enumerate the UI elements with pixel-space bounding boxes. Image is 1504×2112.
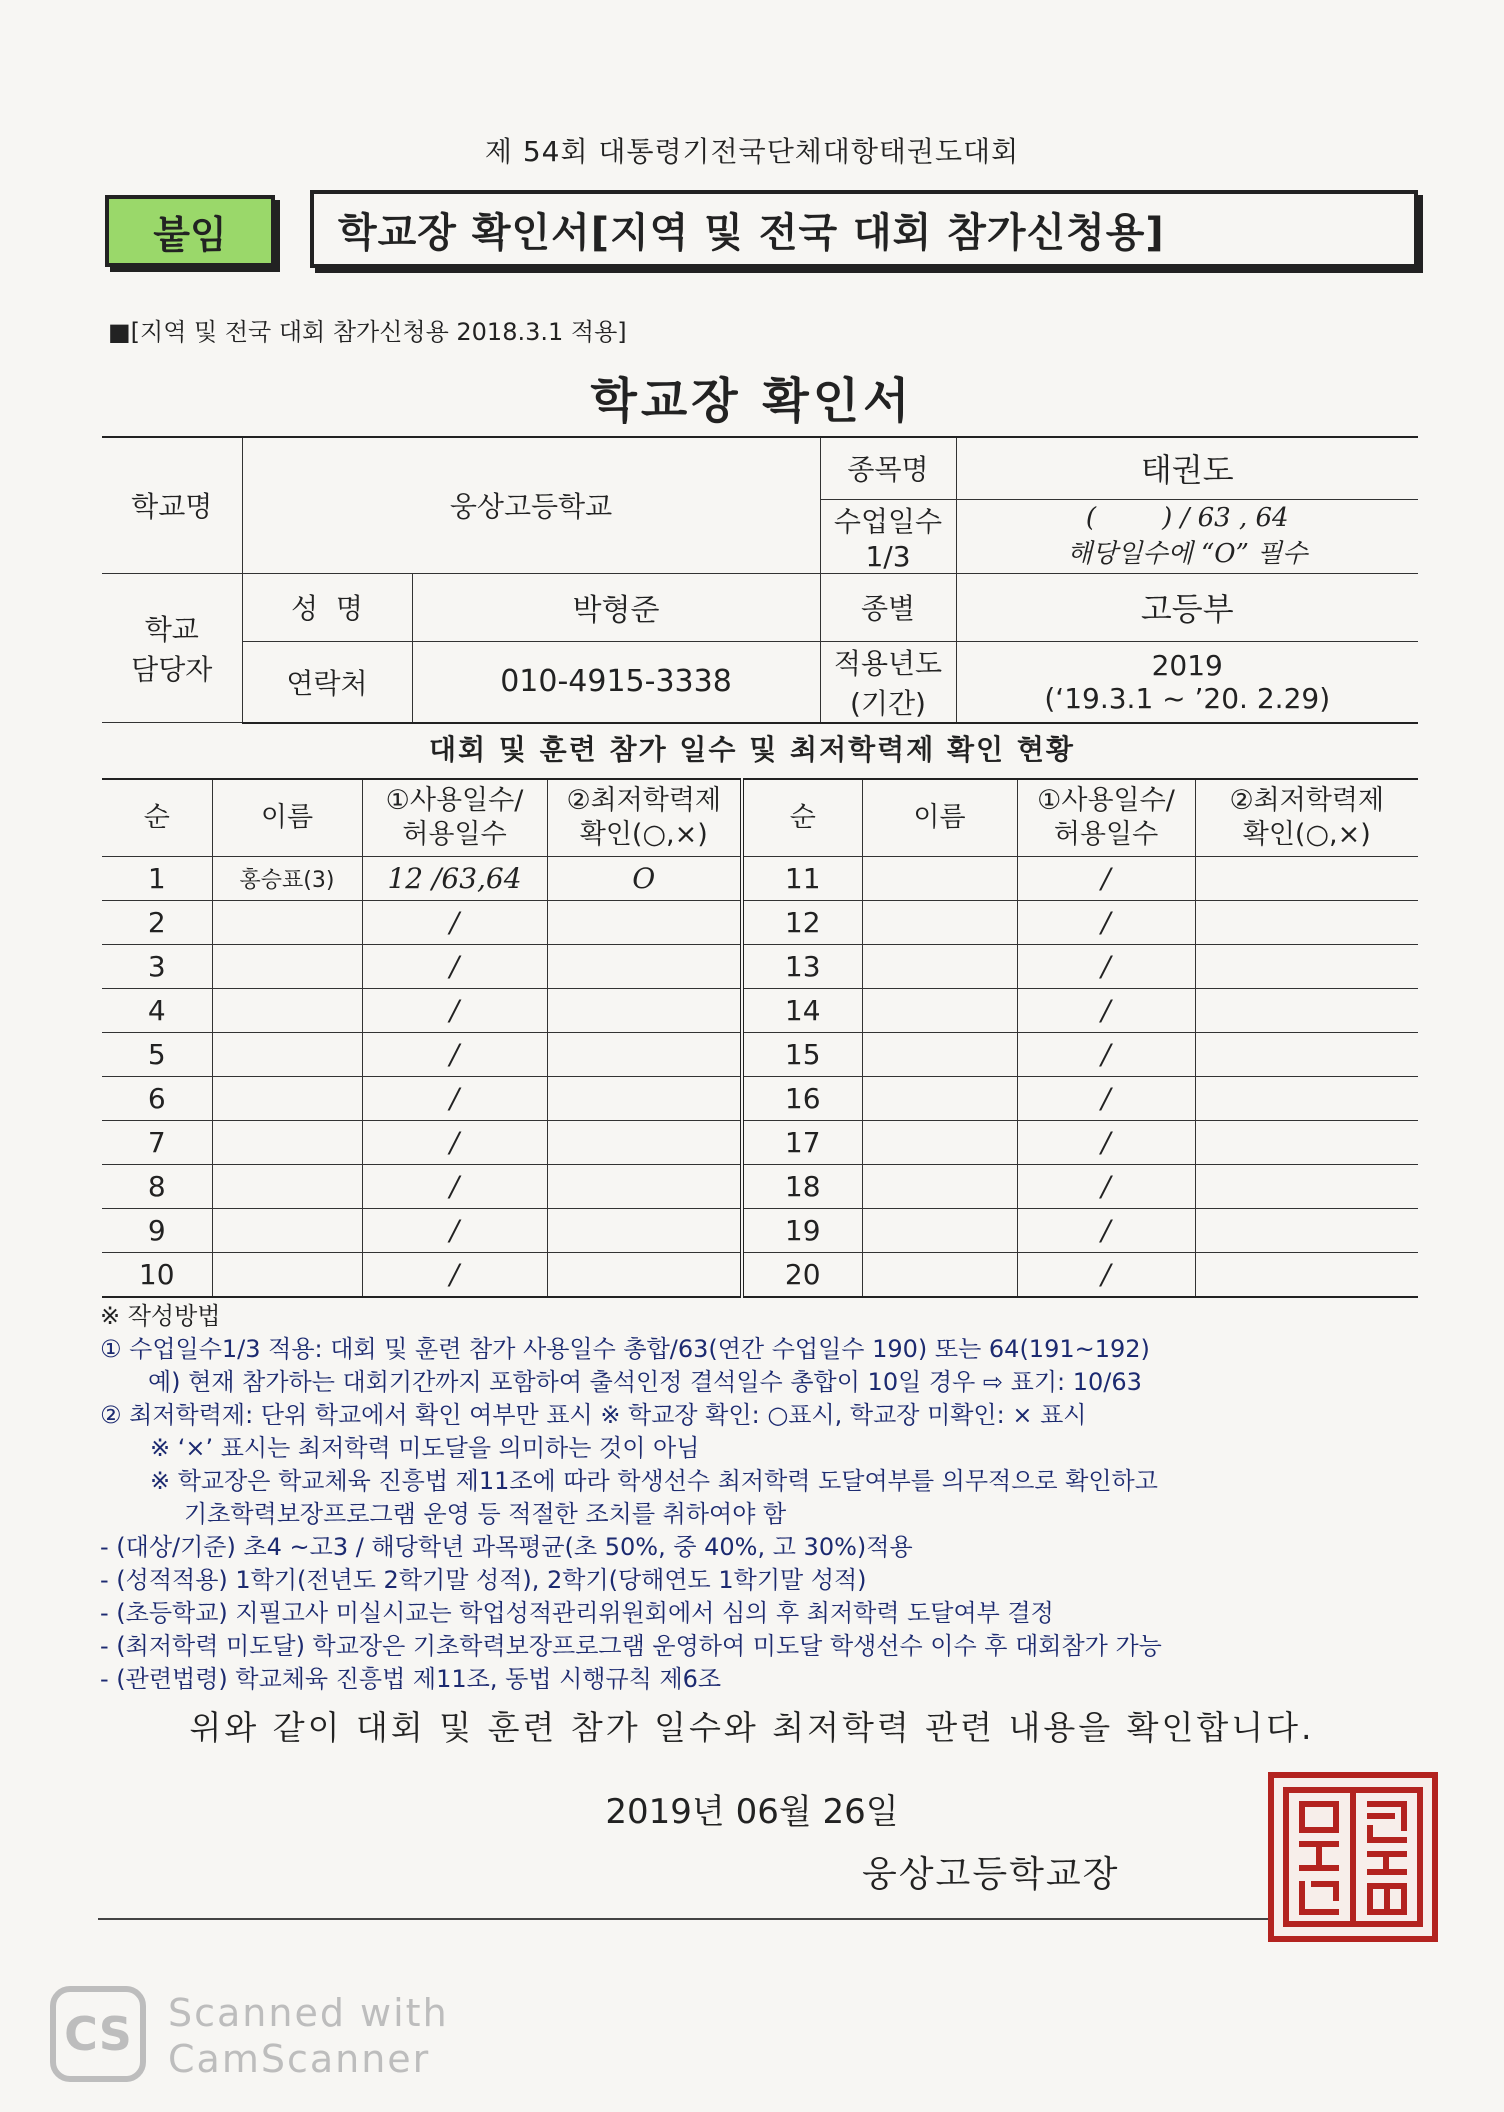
year-label-2: (기간) [850,686,926,720]
used-days: / [1017,1209,1195,1253]
min-achievement-check [1195,857,1418,901]
section-title: 대회 및 훈련 참가 일수 및 최저학력제 확인 현황 [429,733,1075,766]
min-achievement-check [547,1165,742,1209]
used-days: 12 /63,64 [362,857,547,901]
student-name [862,1077,1017,1121]
phone-label: 연락처 [242,641,412,723]
min-achievement-check [547,901,742,945]
row-number: 9 [102,1209,212,1253]
row-number: 12 [742,901,862,945]
camscanner-line-2: CamScanner [168,2037,431,2081]
used-days: / [362,901,547,945]
student-name [212,1209,362,1253]
used-days: / [362,1077,547,1121]
name-label: 성 명 [242,573,412,641]
row-number: 5 [102,1033,212,1077]
note-line: ① 수업일수1/3 적용: 대회 및 훈련 참가 사용일수 총합/63(연간 수업일수 190) 또는 64(191~192) [100,1335,1150,1363]
row-number: 4 [102,989,212,1033]
min-achievement-check [1195,901,1418,945]
participation-table [102,778,1418,1298]
row-number: 18 [742,1165,862,1209]
header-name-right: 이름 [862,779,1017,857]
camscanner-watermark [168,1990,449,2082]
min-achievement-check [547,1077,742,1121]
division-label: 종별 [820,573,956,641]
row-number: 17 [742,1121,862,1165]
student-name [862,857,1017,901]
table-row [102,1033,1418,1077]
student-name [862,1165,1017,1209]
table-row [102,1253,1418,1298]
writing-instructions [100,1300,1420,1696]
header-min-right-2: 확인(○,×) [1242,819,1371,850]
contact-label-2: 담당자 [131,652,213,686]
used-days: / [1017,901,1195,945]
student-name [862,989,1017,1033]
header-min [547,779,742,857]
used-days: / [362,989,547,1033]
used-days: / [362,1121,547,1165]
min-achievement-check [1195,1033,1418,1077]
table-row [102,1121,1418,1165]
table-row [102,945,1418,989]
student-name: 홍승표(3) [212,857,362,901]
min-achievement-check [547,1209,742,1253]
min-achievement-check: O [547,857,742,901]
student-name [862,945,1017,989]
header-min-1: ②최저학력제 [566,785,722,816]
note-line: - (관련법령) 학교체육 진흥법 제11조, 동법 시행규칙 제6조 [100,1665,722,1693]
header-min-2: 확인(○,×) [579,819,708,850]
name-value: 박형준 [412,573,820,641]
issue-date: 2019년 06월 26일 [605,1792,899,1832]
official-seal [1268,1772,1438,1942]
used-days: / [1017,945,1195,989]
student-name [212,1165,362,1209]
student-name [212,989,362,1033]
sport-label: 종목명 [820,437,956,499]
class-days-cell [956,499,1418,573]
row-number: 14 [742,989,862,1033]
min-achievement-check [1195,1253,1418,1298]
student-name [212,1121,362,1165]
student-name [862,1121,1017,1165]
row-number: 15 [742,1033,862,1077]
min-achievement-check [1195,1165,1418,1209]
year-label-1: 적용년도 [833,646,943,680]
table-row [102,1165,1418,1209]
contact-label-1: 학교 [144,612,199,646]
class-days-value: ( ) / 63 , 64 [1085,502,1289,533]
note-line: 예) 현재 참가하는 대회기간까지 포함하여 출석인정 결석일수 총합이 10일 경우 ⇨ 표기: 10/63 [148,1368,1142,1396]
header-days-right-1: ①사용일수/ [1037,785,1175,816]
notes-heading: ※ 작성방법 [100,1302,221,1330]
camscanner-logo-icon: CS [50,1986,146,2082]
used-days: / [362,1033,547,1077]
school-name: 웅상고등학교 [242,437,820,573]
row-number: 3 [102,945,212,989]
row-number: 20 [742,1253,862,1298]
row-number: 11 [742,857,862,901]
min-achievement-check [1195,1077,1418,1121]
student-name [862,1209,1017,1253]
header-days-2: 허용일수 [402,819,507,850]
min-achievement-check [1195,989,1418,1033]
year-value: 2019 [1151,648,1223,682]
used-days: / [1017,857,1195,901]
table-row [102,901,1418,945]
row-number: 8 [102,1165,212,1209]
used-days: / [1017,1253,1195,1298]
table-header-row [102,779,1418,857]
used-days: / [1017,1033,1195,1077]
header-days-right-2: 허용일수 [1053,819,1159,850]
event-title: 제 54회 대통령기전국단체대항태권도대회 [484,135,1020,168]
table-row [102,989,1418,1033]
year-cell [956,641,1418,723]
min-achievement-check [547,989,742,1033]
contact-label [102,573,242,723]
row-number: 6 [102,1077,212,1121]
year-label [820,641,956,723]
info-table [102,436,1418,724]
used-days: / [1017,1121,1195,1165]
min-achievement-check [1195,945,1418,989]
year-period: (‘19.3.1 ~ ’20. 2.29) [1044,681,1331,715]
phone-value: 010-4915-3338 [412,641,820,723]
bottom-rule [98,1918,1328,1920]
attachment-badge: 붙임 [105,195,275,267]
table-row [102,1077,1418,1121]
header-days [362,779,547,857]
note-line: - (초등학교) 지필고사 미실시교는 학업성적관리위원회에서 심의 후 최저학력 도달여부 결정 [100,1599,1054,1627]
class-days-note: 해당일수에 “O” 필수 [1067,538,1308,569]
student-name [212,1033,362,1077]
class-days-label-1: 수업일수 [833,504,943,538]
document-title: 학교장 확인서 [590,373,914,429]
used-days: / [362,1209,547,1253]
used-days: / [1017,1165,1195,1209]
row-number: 13 [742,945,862,989]
min-achievement-check [547,1121,742,1165]
header-min-right-1: ②최저학력제 [1229,785,1385,816]
confirmation-statement: 위와 같이 대회 및 훈련 참가 일수와 최저학력 관련 내용을 확인합니다. [189,1708,1315,1747]
sport-value: 태권도 [956,437,1418,499]
student-name [862,901,1017,945]
used-days: / [362,1165,547,1209]
row-number: 2 [102,901,212,945]
note-line: 기초학력보장프로그램 운영 등 적절한 조치를 취하여야 함 [184,1500,787,1528]
header-min-right [1195,779,1418,857]
min-achievement-check [547,1253,742,1298]
student-name [212,1077,362,1121]
header-no: 순 [102,779,212,857]
division-value: 고등부 [956,573,1418,641]
min-achievement-check [547,1033,742,1077]
student-name [212,945,362,989]
note-line: - (성적적용) 1학기(전년도 2학기말 성적), 2학기(당해연도 1학기말 성적) [100,1566,867,1594]
note-line: - (최저학력 미도달) 학교장은 기초학력보장프로그램 운영하여 미도달 학생선수 이수 후 대회참가 가능 [100,1632,1162,1660]
header-days-1: ①사용일수/ [385,785,524,816]
used-days: / [362,1253,547,1298]
min-achievement-check [1195,1209,1418,1253]
seal-mark-icon [1274,1778,1432,1936]
principal-name: 웅상고등학교장 [862,1854,1120,1895]
header-no-right: 순 [742,779,862,857]
row-number: 16 [742,1077,862,1121]
used-days: / [1017,1077,1195,1121]
camscanner-line-1: Scanned with [168,1991,449,2035]
row-number: 1 [102,857,212,901]
class-days-label-2: 1/3 [865,539,911,573]
min-achievement-check [547,945,742,989]
school-label: 학교명 [102,437,242,573]
header-name: 이름 [212,779,362,857]
row-number: 7 [102,1121,212,1165]
note-line: ※ 학교장은 학교체육 진흥법 제11조에 따라 학생선수 최저학력 도달여부를 의무적으로 확인하고 [150,1467,1158,1495]
header-days-right [1017,779,1195,857]
min-achievement-check [1195,1121,1418,1165]
student-name [212,1253,362,1298]
row-number: 10 [102,1253,212,1298]
class-days-label [820,499,956,573]
header-title: 학교장 확인서[지역 및 전국 대회 참가신청용] [310,190,1418,268]
student-name [862,1253,1017,1298]
row-number: 19 [742,1209,862,1253]
table-row [102,857,1418,901]
note-line: ② 최저학력제: 단위 학교에서 확인 여부만 표시 ※ 학교장 확인: ○표시, 학교장 미확인: × 표시 [100,1401,1087,1429]
used-days: / [362,945,547,989]
used-days: / [1017,989,1195,1033]
apply-note: ■[지역 및 전국 대회 참가신청용 2018.3.1 적용] [108,318,627,346]
student-name [212,901,362,945]
note-line: ※ ‘×’ 표시는 최저학력 미도달을 의미하는 것이 아님 [150,1434,700,1462]
table-row [102,1209,1418,1253]
note-line: - (대상/기준) 초4 ~고3 / 해당학년 과목평균(초 50%, 중 40%, 고 30%)적용 [100,1533,913,1561]
student-name [862,1033,1017,1077]
